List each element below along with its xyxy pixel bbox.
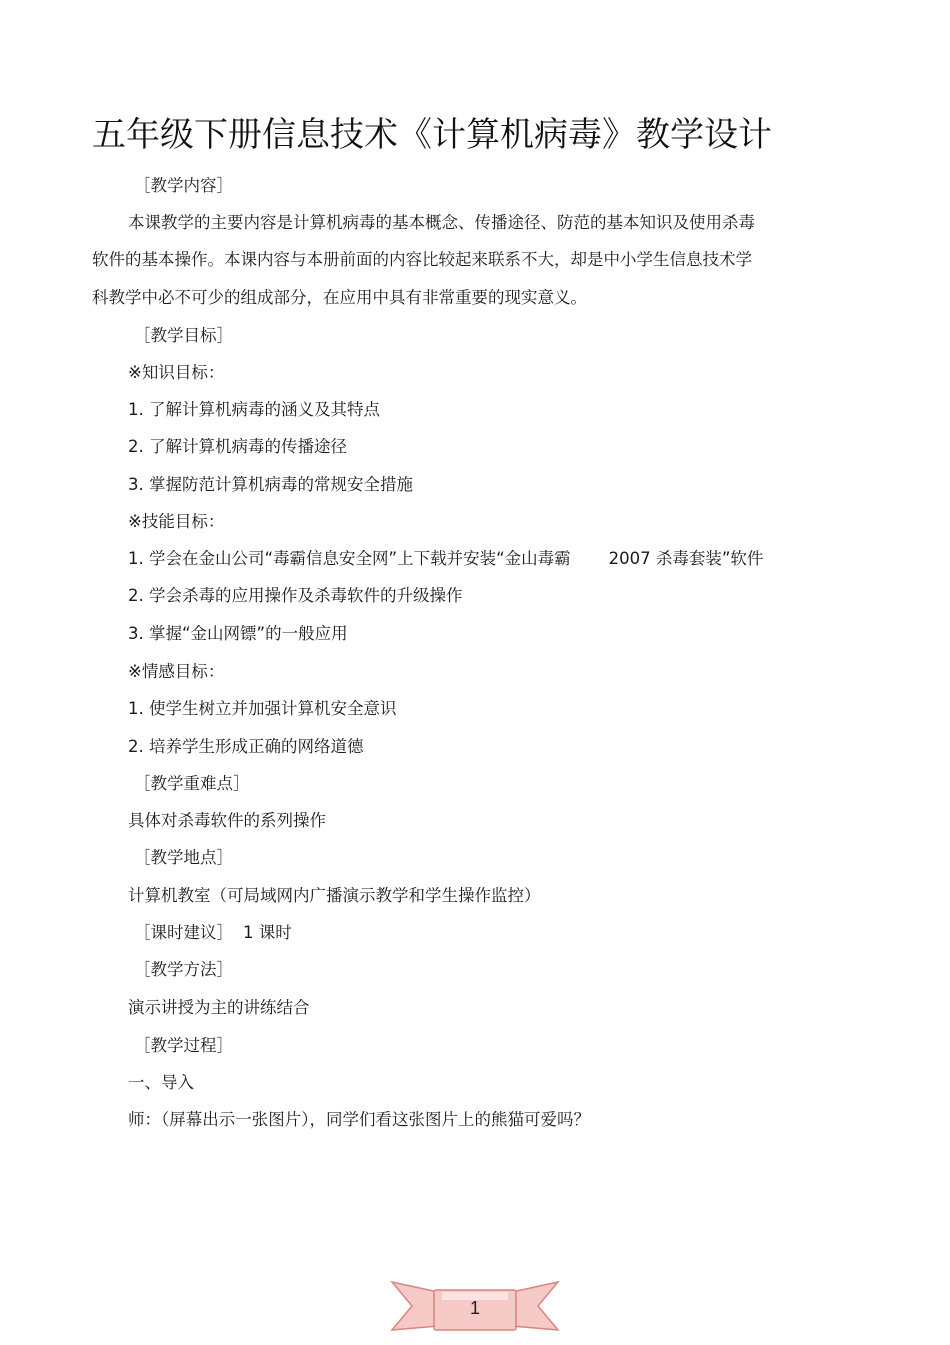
knowledge-item-1: 1. 了解计算机病毒的涵义及其特点 <box>128 400 380 419</box>
emotion-item-2: 2. 培养学生形成正确的网络道德 <box>128 737 364 756</box>
content-heading: ［教学内容］ <box>134 176 233 195</box>
knowledge-item-2: 2. 了解计算机病毒的传播途径 <box>128 437 347 456</box>
method-heading: ［教学方法］ <box>134 960 233 979</box>
content-paragraph-line-3: 科教学中必不可少的组成部分，在应用中具有非常重要的现实意义。 <box>92 288 587 307</box>
skill-item-1 <box>128 547 763 571</box>
location-text: 计算机教室（可局域网内广播演示教学和学生操作监控） <box>128 886 541 905</box>
process-text-1: 师：（屏幕出示一张图片），同学们看这张图片上的熊猫可爱吗？ <box>128 1110 590 1129</box>
location-heading: ［教学地点］ <box>134 848 233 867</box>
goals-heading: ［教学目标］ <box>134 326 233 345</box>
page-footer <box>390 1278 560 1338</box>
content-paragraph-line-1: 本课教学的主要内容是计算机病毒的基本概念、传播途径、防范的基本知识及使用杀毒 <box>128 213 755 232</box>
skill-item-1-part-b: 2007 杀毒套装”软件 <box>608 549 764 568</box>
content-paragraph-line-2: 软件的基本操作。本课内容与本册前面的内容比较起来联系不大，却是中小学生信息技术学 <box>92 250 752 269</box>
page-number: 1 <box>469 1298 480 1318</box>
emotion-heading: ※情感目标： <box>128 662 225 681</box>
emotion-item-1: 1. 使学生树立并加强计算机安全意识 <box>128 699 397 718</box>
method-text: 演示讲授为主的讲练结合 <box>128 998 310 1017</box>
difficulty-text: 具体对杀毒软件的系列操作 <box>128 811 326 830</box>
knowledge-item-3: 3. 掌握防范计算机病毒的常规安全措施 <box>128 475 413 494</box>
knowledge-heading: ※知识目标： <box>128 363 225 382</box>
skill-item-3: 3. 掌握“金山网镖”的一般应用 <box>128 624 348 643</box>
skill-item-1-part-a: 1. 学会在金山公司“毒霸信息安全网”上下载并安装“金山毒霸 <box>128 549 571 568</box>
skill-heading: ※技能目标： <box>128 512 225 531</box>
process-step-1: 一、导入 <box>128 1073 194 1092</box>
hours-line <box>134 921 292 945</box>
document-title: 五年级下册信息技术《计算机病毒》教学设计 <box>92 115 772 155</box>
process-heading: ［教学过程］ <box>134 1036 233 1055</box>
hours-heading: ［课时建议］ <box>134 923 233 942</box>
skill-item-2: 2. 学会杀毒的应用操作及杀毒软件的升级操作 <box>128 586 463 605</box>
hours-text: 1 课时 <box>243 923 292 942</box>
difficulty-heading: ［教学重难点］ <box>134 774 250 793</box>
